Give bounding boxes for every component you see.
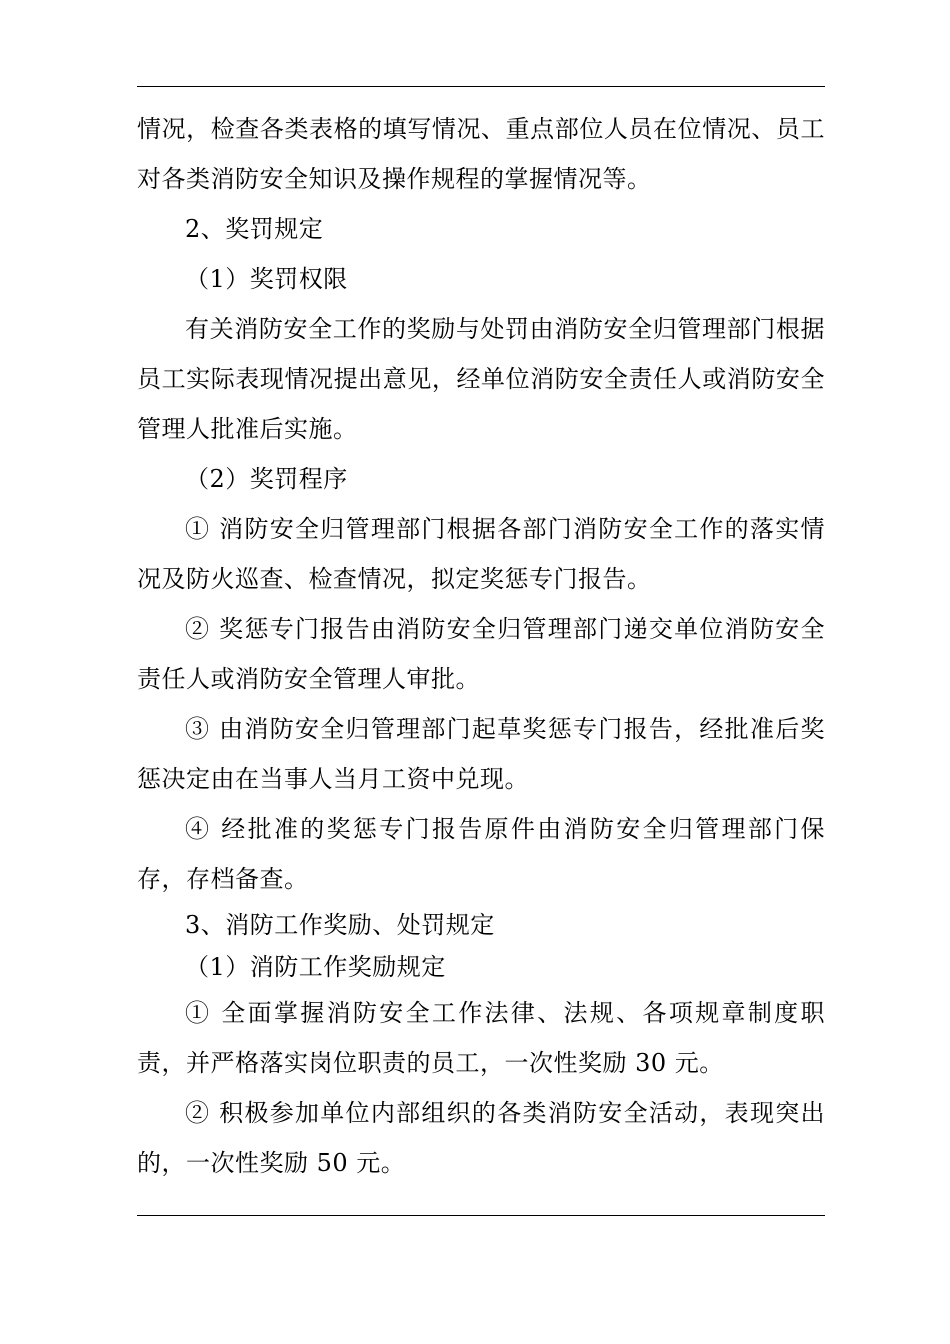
- list-item: ② 奖惩专门报告由消防安全归管理部门递交单位消防安全责任人或消防安全管理人审批。: [137, 615, 825, 693]
- subsection-heading: （1）消防工作奖励规定: [185, 953, 446, 981]
- header-rule: [137, 86, 825, 87]
- paragraph: 情况，检查各类表格的填写情况、重点部位人员在位情况、员工对各类消防安全知识及操作规程的掌握情况等。: [137, 115, 825, 193]
- list-item: ① 全面掌握消防安全工作法律、法规、各项规章制度职责，并严格落实岗位职责的员工，一次性奖励 30 元。: [137, 999, 825, 1077]
- subsection-heading: （1）奖罚权限: [185, 265, 348, 293]
- list-item: ① 消防安全归管理部门根据各部门消防安全工作的落实情况及防火巡查、检查情况，拟定奖惩专门报告。: [137, 515, 825, 593]
- list-item: ④ 经批准的奖惩专门报告原件由消防安全归管理部门保存，存档备查。: [137, 815, 825, 893]
- document-body: [137, 104, 825, 1188]
- section-heading: 3、消防工作奖励、处罚规定: [185, 911, 495, 939]
- section-heading: 2、奖罚规定: [185, 215, 324, 243]
- list-item: ③ 由消防安全归管理部门起草奖惩专门报告，经批准后奖惩决定由在当事人当月工资中兑现。: [137, 715, 825, 793]
- paragraph: 有关消防安全工作的奖励与处罚由消防安全归管理部门根据员工实际表现情况提出意见，经单位消防安全责任人或消防安全管理人批准后实施。: [137, 315, 825, 443]
- subsection-heading: （2）奖罚程序: [185, 465, 348, 493]
- footer-rule: [137, 1215, 825, 1216]
- list-item: ② 积极参加单位内部组织的各类消防安全活动，表现突出的，一次性奖励 50 元。: [137, 1099, 825, 1177]
